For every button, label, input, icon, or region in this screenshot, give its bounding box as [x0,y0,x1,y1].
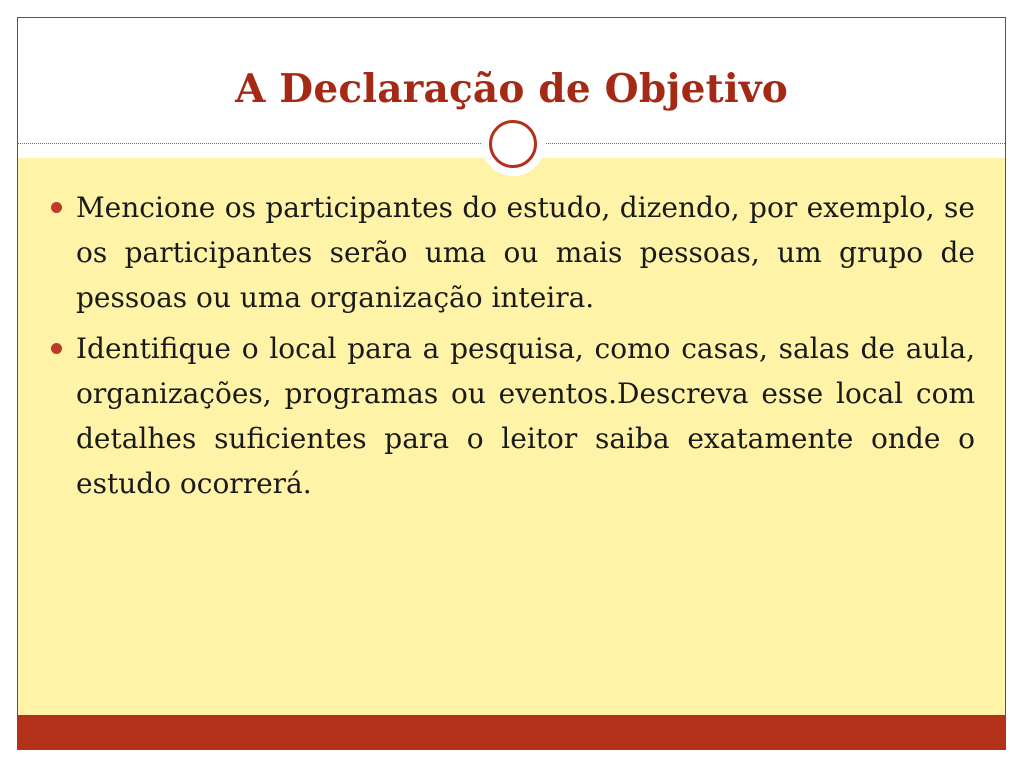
slide [17,17,1006,750]
bullet-text: Mencione os participantes do estudo, dizendo, por exemplo, se os participantes serão uma ou mais pessoas, um grupo de pessoas ou uma organização inteira. [76,191,975,314]
slide-title: A Declaração de Objetivo [235,66,788,112]
circle-ring-icon [489,120,537,168]
bullet-dot-icon [51,202,62,213]
bullet-item [48,185,975,320]
bullet-text: Identifique o local para a pesquisa, como casas, salas de aula, organizações, programas ou eventos.Descreva esse local com detalhes suficientes para o leitor saiba exatamente onde o estudo ocorrerá. [76,332,975,500]
bottom-accent-bar [18,715,1005,750]
bullet-list [48,185,975,512]
bullet-dot-icon [51,343,62,354]
bullet-item [48,326,975,506]
